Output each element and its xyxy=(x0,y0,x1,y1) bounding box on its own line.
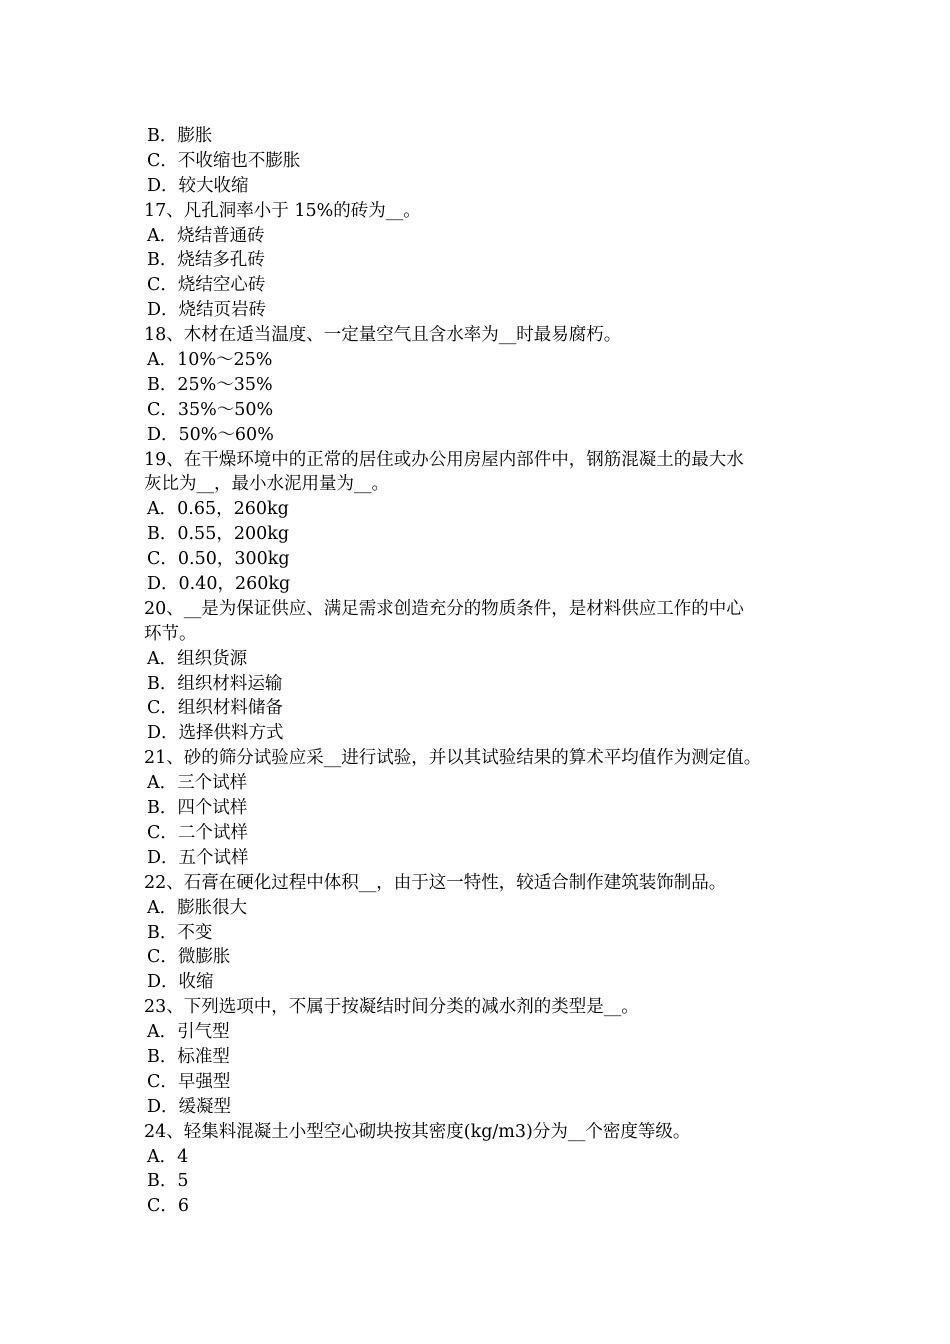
question-line: 18、木材在适当温度、一定量空气且含水率为__时最易腐朽。 xyxy=(144,325,622,346)
document-page xyxy=(0,124,950,1219)
option-line: D．选择供料方式 xyxy=(147,723,284,744)
option-line: C．0.50，300kg xyxy=(147,549,290,570)
option-line: A．引气型 xyxy=(147,1022,230,1043)
option-line: A．4 xyxy=(147,1146,189,1167)
option-line: B．0.55，200kg xyxy=(147,524,290,545)
option-line: C．不收缩也不膨胀 xyxy=(147,150,301,171)
option-line: B．烧结多孔砖 xyxy=(147,250,265,271)
option-line: C．微膨胀 xyxy=(147,947,231,968)
option-line: D．0.40，260kg xyxy=(147,574,291,595)
question-line: 环节。 xyxy=(144,623,197,644)
option-line: B．标准型 xyxy=(147,1046,230,1067)
question-line: 19、在干燥环境中的正常的居住或办公用房屋内部件中，钢筋混凝土的最大水 xyxy=(144,449,744,470)
option-line: D．较大收缩 xyxy=(147,175,249,196)
question-line: 17、凡孔洞率小于 15%的砖为__。 xyxy=(144,200,421,221)
question-line: 21、砂的筛分试验应采__进行试验，并以其试验结果的算术平均值作为测定值。 xyxy=(144,748,762,769)
option-line: B．不变 xyxy=(147,922,213,943)
question-line: 22、石膏在硬化过程中体积__，由于这一特性，较适合制作建筑装饰制品。 xyxy=(144,872,727,893)
option-line: A．三个试样 xyxy=(147,773,248,794)
option-line: A．10%～25% xyxy=(147,350,273,371)
option-line: D．收缩 xyxy=(147,972,214,993)
question-line: 20、__是为保证供应、满足需求创造充分的物质条件，是材料供应工作的中心 xyxy=(144,598,744,619)
option-line: B．5 xyxy=(147,1171,189,1192)
option-line: A．烧结普通砖 xyxy=(147,225,265,246)
question-line: 灰比为__，最小水泥用量为__。 xyxy=(144,474,389,495)
option-line: B．膨胀 xyxy=(147,126,213,146)
question-line: 24、轻集料混凝土小型空心砌块按其密度(kg/m3)分为__个密度等级。 xyxy=(144,1121,691,1142)
question-line: 23、下列选项中，不属于按凝结时间分类的减水剂的类型是__。 xyxy=(144,997,639,1018)
option-line: A．组织货源 xyxy=(147,648,248,669)
option-line: D．50%～60% xyxy=(147,424,274,445)
option-line: B．25%～35% xyxy=(147,374,273,395)
option-line: D．五个试样 xyxy=(147,847,249,868)
option-line: C．6 xyxy=(147,1196,190,1217)
option-line: C．组织材料储备 xyxy=(147,698,283,719)
option-line: D．烧结页岩砖 xyxy=(147,300,267,321)
option-line: C．早强型 xyxy=(147,1071,231,1092)
option-line: A．0.65，260kg xyxy=(147,499,289,520)
option-line: C．35%～50% xyxy=(147,399,274,420)
option-line: D．缓凝型 xyxy=(147,1096,232,1117)
option-line: C．烧结空心砖 xyxy=(147,275,266,296)
option-line: C．二个试样 xyxy=(147,822,248,843)
option-line: A．膨胀很大 xyxy=(147,897,248,918)
option-line: B．四个试样 xyxy=(147,798,248,819)
option-line: B．组织材料运输 xyxy=(147,673,283,694)
